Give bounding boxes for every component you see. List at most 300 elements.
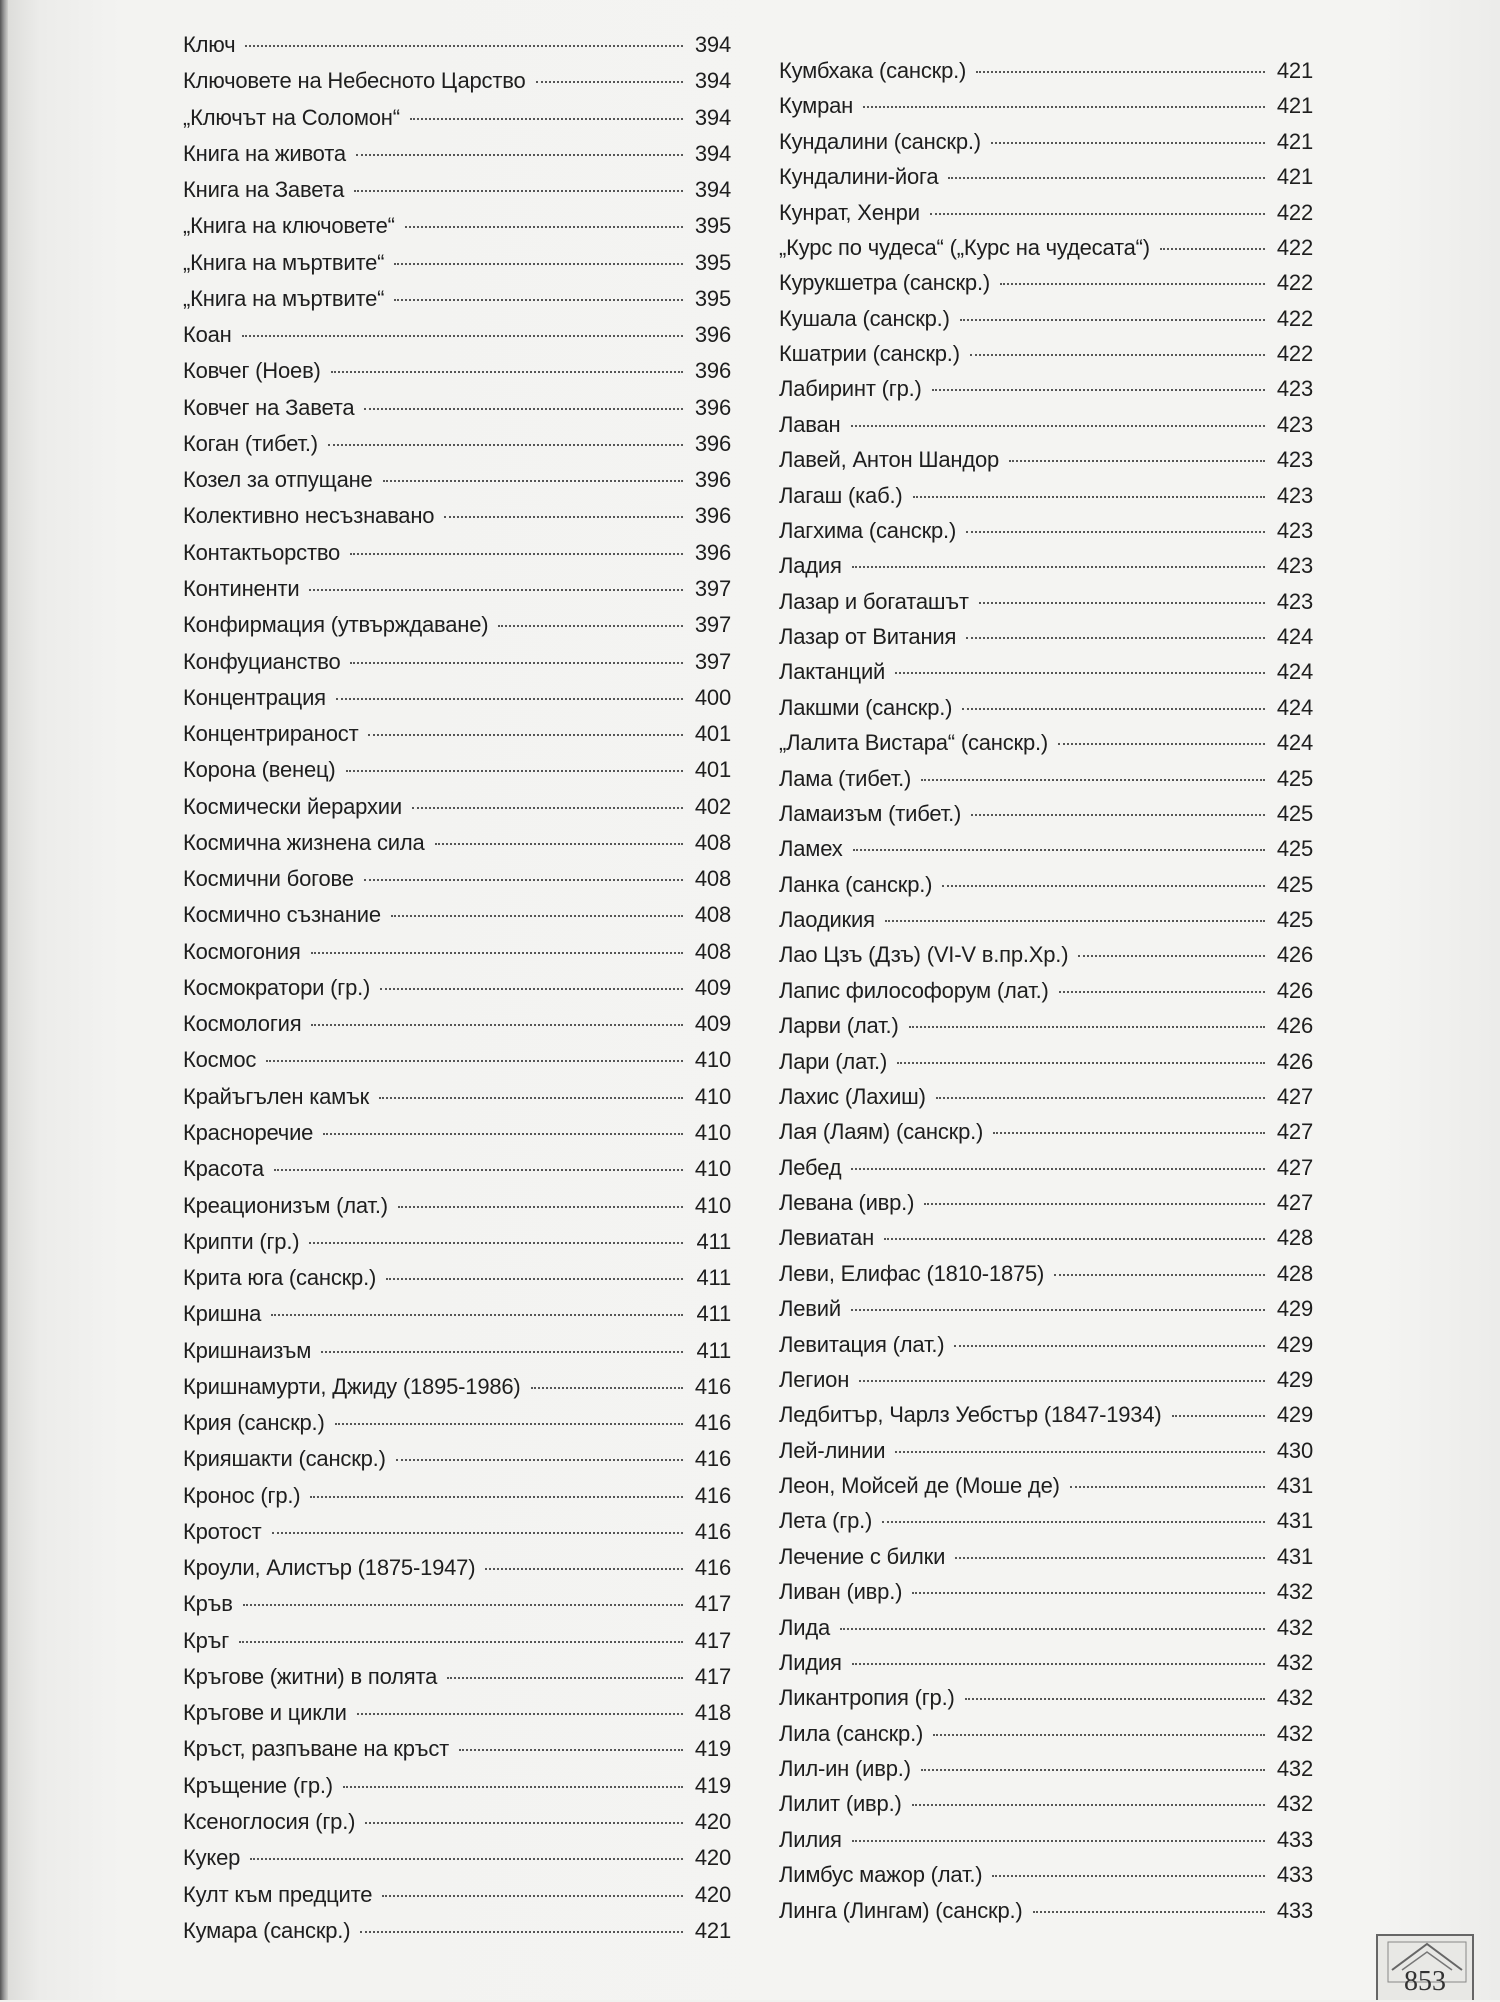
entry-term: Ламех: [779, 836, 843, 862]
entry-page-number: 424: [1276, 730, 1313, 756]
index-entry: [183, 1227, 731, 1257]
dot-leader: [250, 1858, 683, 1860]
dot-leader: [365, 1822, 683, 1824]
dot-leader: [921, 1769, 1265, 1771]
dot-leader: [1033, 1911, 1265, 1913]
dot-leader: [1160, 248, 1265, 250]
dot-leader: [932, 389, 1265, 391]
entry-page-number: 416: [694, 1482, 731, 1508]
index-entry: [779, 268, 1313, 298]
dot-leader: [379, 1097, 683, 1099]
entry-term: Лазар от Витания: [779, 624, 957, 649]
dot-leader: [536, 81, 683, 83]
entry-term: Коган (тибет.): [183, 430, 318, 456]
index-entry: [779, 1577, 1313, 1607]
entry-page-number: 425: [1276, 800, 1313, 826]
dot-leader: [992, 1875, 1265, 1877]
entry-term: Лаван: [779, 411, 841, 437]
entry-page-number: 425: [1276, 907, 1313, 932]
dot-leader: [336, 698, 683, 700]
dot-leader: [1070, 1486, 1265, 1488]
dot-leader: [913, 496, 1265, 498]
entry-page-number: 410: [694, 1192, 731, 1218]
dot-leader: [955, 1557, 1265, 1559]
entry-page-number: 433: [1276, 1826, 1313, 1852]
entry-page-number: 396: [694, 394, 731, 420]
entry-page-number: 408: [694, 829, 731, 855]
index-entry: [779, 374, 1313, 404]
dot-leader: [412, 807, 683, 809]
entry-page-number: 416: [694, 1555, 731, 1581]
index-entry: [779, 233, 1313, 263]
entry-page-number: 395: [694, 249, 731, 275]
entry-page-number: 394: [694, 68, 731, 94]
entry-page-number: 423: [1276, 411, 1313, 437]
index-entry: [779, 1542, 1313, 1572]
dot-leader: [852, 1663, 1265, 1665]
entry-term: Леон, Мойсей де (Моше де): [779, 1473, 1060, 1498]
entry-page-number: 409: [694, 974, 731, 1000]
dot-leader: [991, 142, 1265, 144]
index-entry: [779, 622, 1313, 652]
dot-leader: [1059, 991, 1265, 993]
index-entry: [183, 900, 731, 930]
entry-page-number: 397: [694, 648, 731, 674]
entry-page-number: 423: [1276, 588, 1313, 614]
entry-page-number: 408: [694, 866, 731, 892]
entry-page-number: 425: [1276, 765, 1313, 791]
index-entry: [183, 1771, 731, 1801]
entry-page-number: 432: [1276, 1720, 1313, 1746]
entry-term: Кукер: [183, 1845, 241, 1871]
index-entry: [779, 1613, 1313, 1643]
entry-page-number: 427: [1276, 1083, 1313, 1109]
index-entry: [779, 1011, 1313, 1041]
index-entry: [183, 30, 731, 60]
entry-page-number: 411: [696, 1228, 731, 1254]
entry-term: „Книга на мъртвите“: [183, 249, 385, 275]
entry-page-number: 411: [696, 1301, 731, 1327]
entry-page-number: 422: [1276, 199, 1313, 225]
index-entry: [183, 66, 731, 96]
index-column-left: [183, 30, 731, 1946]
index-column-right: [779, 56, 1313, 1926]
index-entry: [779, 1294, 1313, 1324]
dot-leader: [930, 213, 1265, 215]
index-entry: [183, 1372, 731, 1402]
dot-leader: [863, 106, 1265, 108]
dot-leader: [272, 1532, 683, 1534]
index-entry: [779, 1860, 1313, 1890]
index-entry: [183, 1045, 731, 1075]
entry-term: Конфуцианство: [183, 648, 341, 674]
index-entry: [779, 1506, 1313, 1536]
entry-term: Легион: [779, 1366, 850, 1392]
entry-page-number: 421: [1276, 58, 1313, 83]
index-entry: [779, 1719, 1313, 1749]
index-entry: [183, 1082, 731, 1112]
index-entry: [183, 1553, 731, 1583]
dot-leader: [966, 531, 1265, 533]
entry-term: Леви, Елифас (1810-1875): [779, 1260, 1045, 1286]
dot-leader: [912, 1804, 1265, 1806]
index-entry: [779, 516, 1313, 546]
entry-page-number: 423: [1276, 482, 1313, 508]
dot-leader: [245, 45, 683, 47]
dot-leader: [350, 553, 683, 555]
dot-leader: [1058, 743, 1265, 745]
entry-term: Левитация (лат.): [779, 1331, 945, 1357]
index-entry: [183, 1009, 731, 1039]
entry-term: Левий: [779, 1296, 841, 1322]
dot-leader: [954, 1345, 1265, 1347]
dot-leader: [942, 885, 1265, 887]
entry-page-number: 396: [694, 467, 731, 493]
index-entry: [779, 1223, 1313, 1253]
entry-page-number: 429: [1276, 1331, 1313, 1357]
entry-term: Лагхима (санскр.): [779, 517, 957, 543]
dot-leader: [239, 1641, 683, 1643]
entry-term: Кришнамурти, Джиду (1895-1986): [183, 1373, 521, 1399]
index-entry: [183, 211, 731, 241]
entry-term: Космична жизнена сила: [183, 829, 425, 855]
entry-term: Космически йерархии: [183, 793, 402, 819]
entry-term: Ларви (лат.): [779, 1013, 899, 1039]
entry-term: Кръщение (гр.): [183, 1772, 333, 1798]
dot-leader: [309, 589, 683, 591]
entry-term: Ледбитър, Чарлз Уебстър (1847-1934): [779, 1402, 1162, 1428]
dot-leader: [936, 1097, 1265, 1099]
index-entry: [183, 393, 731, 423]
entry-term: Ламаизъм (тибет.): [779, 800, 962, 826]
entry-page-number: 420: [694, 1809, 731, 1835]
index-entry: [779, 1047, 1313, 1077]
entry-page-number: 401: [694, 757, 731, 783]
entry-term: Лари (лат.): [779, 1048, 888, 1074]
entry-page-number: 426: [1276, 942, 1313, 968]
entry-term: „Ключът на Соломон“: [183, 104, 400, 130]
index-entry: [183, 248, 731, 278]
page-number-badge: [1376, 1934, 1474, 2000]
entry-page-number: 432: [1276, 1791, 1313, 1817]
index-entry: [779, 1330, 1313, 1360]
entry-page-number: 422: [1276, 270, 1313, 296]
index-entry: [779, 587, 1313, 617]
dot-leader: [331, 371, 683, 373]
entry-page-number: 428: [1276, 1260, 1313, 1286]
entry-term: Ливан (ивр.): [779, 1579, 903, 1605]
entry-term: Лидия: [779, 1649, 842, 1675]
entry-page-number: 426: [1276, 1013, 1313, 1039]
entry-term: Космични богове: [183, 866, 354, 892]
entry-term: Кумара (санскр.): [183, 1917, 351, 1943]
dot-leader: [895, 1451, 1265, 1453]
dot-leader: [885, 920, 1265, 922]
index-entry: [183, 429, 731, 459]
entry-page-number: 431: [1276, 1473, 1313, 1498]
entry-term: Лабиринт (гр.): [779, 376, 922, 402]
entry-page-number: 410: [694, 1047, 731, 1073]
dot-leader: [357, 1713, 683, 1715]
dot-leader: [309, 1242, 683, 1244]
entry-term: Кундалини (санскр.): [779, 128, 981, 154]
index-entry: [779, 481, 1313, 511]
dot-leader: [346, 770, 683, 772]
entry-page-number: 421: [694, 1917, 731, 1943]
index-entry: [183, 356, 731, 386]
entry-page-number: 424: [1276, 624, 1313, 649]
entry-page-number: 419: [694, 1772, 731, 1798]
entry-term: Контактьорство: [183, 539, 341, 565]
entry-page-number: 429: [1276, 1402, 1313, 1428]
dot-leader: [976, 71, 1265, 73]
index-entry: [183, 175, 731, 205]
entry-term: Лечение с билки: [779, 1543, 946, 1569]
entry-page-number: 418: [694, 1700, 731, 1726]
entry-term: Лилит (ивр.): [779, 1791, 902, 1817]
dot-leader: [531, 1387, 683, 1389]
entry-page-number: 400: [694, 684, 731, 710]
dot-leader: [311, 952, 683, 954]
index-entry: [779, 834, 1313, 864]
entry-term: Континенти: [183, 575, 300, 601]
dot-leader: [933, 1734, 1265, 1736]
entry-term: Ксеноглосия (гр.): [183, 1809, 356, 1835]
entry-term: Крайъгълен камък: [183, 1083, 370, 1109]
entry-page-number: 422: [1276, 305, 1313, 331]
dot-leader: [851, 1309, 1265, 1311]
index-entry: [183, 1662, 731, 1692]
entry-term: Линга (Лингам) (санскр.): [779, 1897, 1023, 1923]
entry-term: Лил-ин (ивр.): [779, 1756, 911, 1781]
entry-term: Лилия: [779, 1826, 842, 1852]
dot-leader: [310, 1496, 683, 1498]
dot-leader: [971, 814, 1265, 816]
entry-term: Книга на Завета: [183, 177, 345, 203]
entry-term: Ладия: [779, 553, 842, 579]
entry-term: Курукшетра (санскр.): [779, 270, 991, 296]
entry-term: Кришнаизъм: [183, 1337, 312, 1363]
index-entry: [183, 1444, 731, 1474]
index-entry: [183, 1263, 731, 1293]
entry-term: Космогония: [183, 938, 301, 964]
index-entry: [779, 693, 1313, 723]
entry-term: Кротост: [183, 1518, 262, 1544]
entry-term: Конфирмация (утвърждаване): [183, 612, 489, 638]
index-entry: [183, 1118, 731, 1148]
entry-term: Кундалини-йога: [779, 164, 939, 190]
dot-leader: [364, 879, 683, 881]
dot-leader: [1000, 283, 1265, 285]
dot-leader: [993, 1132, 1265, 1134]
index-entry: [183, 1589, 731, 1619]
dot-leader: [380, 988, 683, 990]
entry-page-number: 423: [1276, 376, 1313, 402]
entry-page-number: 396: [694, 503, 731, 529]
entry-page-number: 425: [1276, 836, 1313, 862]
dot-leader: [394, 299, 683, 301]
dot-leader: [966, 637, 1265, 639]
dot-leader: [1078, 955, 1265, 957]
entry-page-number: 425: [1276, 871, 1313, 897]
index-entry: [183, 719, 731, 749]
entry-page-number: 432: [1276, 1579, 1313, 1605]
dot-leader: [271, 1314, 683, 1316]
entry-page-number: 421: [1276, 93, 1313, 119]
dot-leader: [354, 190, 683, 192]
entry-page-number: 427: [1276, 1119, 1313, 1145]
dot-leader: [242, 335, 683, 337]
dot-leader: [350, 662, 683, 664]
entry-page-number: 429: [1276, 1296, 1313, 1322]
entry-page-number: 427: [1276, 1154, 1313, 1180]
index-entry: [779, 91, 1313, 121]
entry-term: Космично съзнание: [183, 902, 381, 928]
index-entry: [183, 574, 731, 604]
dot-leader: [852, 1840, 1265, 1842]
index-entry: [183, 1843, 731, 1873]
entry-page-number: 429: [1276, 1366, 1313, 1392]
entry-page-number: 409: [694, 1011, 731, 1037]
dot-leader: [274, 1169, 683, 1171]
dot-leader: [897, 1062, 1265, 1064]
index-entry: [779, 127, 1313, 157]
index-entry: [779, 1153, 1313, 1183]
entry-term: Книга на живота: [183, 140, 346, 166]
entry-page-number: 423: [1276, 447, 1313, 473]
entry-page-number: 417: [694, 1591, 731, 1617]
entry-term: „Лалита Вистара“ (санскр.): [779, 730, 1049, 756]
entry-term: Кшатрии (санскр.): [779, 341, 960, 366]
dot-leader: [356, 154, 683, 156]
book-spine: [0, 0, 8, 2000]
index-entry: [779, 728, 1313, 758]
entry-term: Кроули, Алистър (1875-1947): [183, 1555, 476, 1581]
index-entry: [183, 792, 731, 822]
entry-term: Лебед: [779, 1154, 842, 1180]
entry-page-number: 394: [694, 104, 731, 130]
entry-term: Кръг: [183, 1627, 230, 1653]
entry-term: Лактанций: [779, 659, 886, 685]
entry-page-number: 410: [694, 1156, 731, 1182]
entry-term: Козел за отпущане: [183, 467, 373, 493]
dot-leader: [852, 566, 1265, 568]
dot-leader: [368, 734, 683, 736]
entry-term: Лаодикия: [779, 907, 875, 932]
dot-leader: [444, 516, 683, 518]
entry-page-number: 423: [1276, 517, 1313, 543]
entry-term: „Книга на ключовете“: [183, 213, 395, 239]
dot-leader: [948, 177, 1265, 179]
index-entry: [183, 465, 731, 495]
entry-term: Кръгове (житни) в полята: [183, 1663, 438, 1689]
index-entry: [779, 870, 1313, 900]
dot-leader: [485, 1568, 683, 1570]
entry-page-number: 417: [694, 1627, 731, 1653]
entry-page-number: 410: [694, 1083, 731, 1109]
dot-leader: [335, 1423, 683, 1425]
entry-page-number: 433: [1276, 1862, 1313, 1888]
entry-term: Колективно несъзнавано: [183, 503, 435, 529]
entry-page-number: 411: [696, 1337, 731, 1363]
entry-page-number: 424: [1276, 659, 1313, 685]
dot-leader: [383, 480, 683, 482]
entry-term: Лагаш (каб.): [779, 482, 903, 508]
entry-page-number: 397: [694, 612, 731, 638]
entry-page-number: 424: [1276, 694, 1313, 720]
entry-term: Корона (венец): [183, 757, 336, 783]
entry-term: Кумбхака (санскр.): [779, 58, 967, 83]
dot-leader: [382, 1895, 683, 1897]
entry-term: Крия (санскр.): [183, 1410, 325, 1436]
entry-term: Лао Цзъ (Дзъ) (VI-V в.пр.Хр.): [779, 942, 1069, 968]
entry-page-number: 428: [1276, 1225, 1313, 1251]
index-entry: [779, 1365, 1313, 1395]
dot-leader: [970, 354, 1265, 356]
entry-term: Ключ: [183, 32, 236, 57]
index-entry: [183, 1517, 731, 1547]
entry-term: Левиатан: [779, 1225, 875, 1251]
index-entry: [183, 538, 731, 568]
index-entry: [183, 973, 731, 1003]
index-entry: [779, 1825, 1313, 1855]
dot-leader: [328, 444, 683, 446]
index-entry: [183, 828, 731, 858]
entry-page-number: 394: [694, 32, 731, 57]
entry-term: Лавей, Антон Шандор: [779, 447, 1000, 473]
index-entry: [183, 937, 731, 967]
entry-page-number: 396: [694, 539, 731, 565]
entry-page-number: 417: [694, 1663, 731, 1689]
entry-term: Космократори (гр.): [183, 974, 371, 1000]
entry-term: Лета (гр.): [779, 1508, 873, 1534]
index-entry: [183, 1408, 731, 1438]
dot-leader: [398, 1206, 683, 1208]
entry-term: „Курс по чудеса“ („Курс на чудесата“): [779, 234, 1150, 260]
entry-term: Лазар и богаташът: [779, 588, 969, 614]
index-entry: [183, 1336, 731, 1366]
entry-term: Ликантропия (гр.): [779, 1685, 955, 1711]
dot-leader: [912, 1592, 1265, 1594]
entry-term: Лама (тибет.): [779, 765, 912, 791]
dot-leader: [435, 843, 683, 845]
dot-leader: [364, 408, 683, 410]
entry-page-number: 431: [1276, 1508, 1313, 1534]
dot-leader: [323, 1133, 683, 1135]
dot-leader: [851, 425, 1266, 427]
entry-page-number: 397: [694, 575, 731, 601]
index-entry: [779, 162, 1313, 192]
entry-page-number: 416: [694, 1373, 731, 1399]
entry-page-number: 433: [1276, 1897, 1313, 1923]
dot-leader: [965, 1698, 1265, 1700]
entry-term: Кронос (гр.): [183, 1482, 301, 1508]
entry-page-number: 426: [1276, 1048, 1313, 1074]
entry-term: Крипти (гр.): [183, 1228, 300, 1254]
dot-leader: [962, 708, 1265, 710]
index-entry: [779, 1117, 1313, 1147]
entry-term: Ковчег (Ноев): [183, 358, 321, 384]
dot-leader: [447, 1677, 683, 1679]
entry-term: Лимбус мажор (лат.): [779, 1862, 983, 1888]
entry-page-number: 421: [1276, 164, 1313, 190]
entry-page-number: 422: [1276, 234, 1313, 260]
entry-term: Лахис (Лахиш): [779, 1083, 926, 1109]
dot-leader: [343, 1786, 683, 1788]
index-entry: [779, 339, 1313, 369]
index-entry: [779, 56, 1313, 86]
entry-page-number: 408: [694, 938, 731, 964]
